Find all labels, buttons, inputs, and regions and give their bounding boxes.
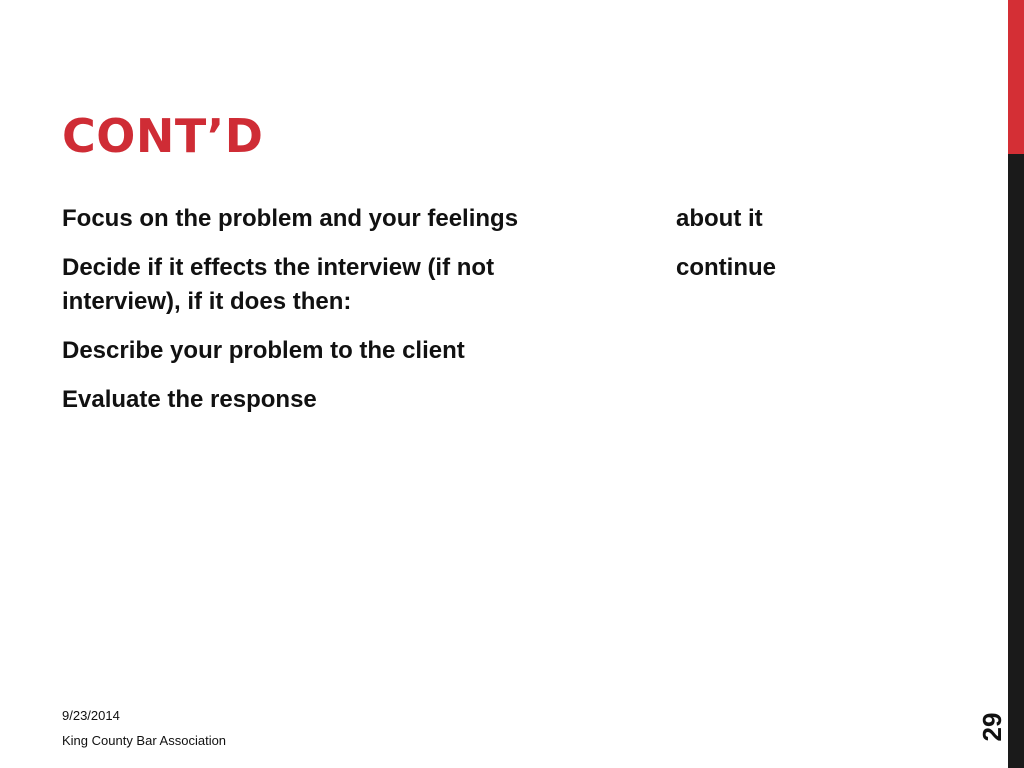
body-paragraph <box>62 251 882 319</box>
accent-bar-red <box>1008 0 1024 154</box>
body-line-continuation: continue <box>676 254 776 281</box>
body-line <box>62 202 882 236</box>
footer-date: 9/23/2014 <box>62 708 120 723</box>
body-line <box>62 285 882 319</box>
body-line-text: interview), if it does then: <box>62 288 352 315</box>
footer-organization: King County Bar Association <box>62 733 227 748</box>
accent-bar-black <box>1008 154 1024 768</box>
body-line <box>62 334 882 368</box>
page-number: 29 <box>977 712 1007 742</box>
body-line-text: Evaluate the response <box>62 386 317 413</box>
slide-body <box>62 202 882 432</box>
body-line <box>62 251 882 285</box>
body-line <box>62 383 882 417</box>
body-line-text: Describe your problem to the client <box>62 337 465 364</box>
slide-title: CONT’D <box>62 109 264 163</box>
body-paragraph <box>62 383 882 417</box>
body-line-continuation: about it <box>676 205 763 232</box>
body-line-text: Decide if it effects the interview (if not <box>62 254 495 281</box>
body-paragraph <box>62 334 882 368</box>
body-line-text: Focus on the problem and your feelings <box>62 205 519 232</box>
body-paragraph <box>62 202 882 236</box>
